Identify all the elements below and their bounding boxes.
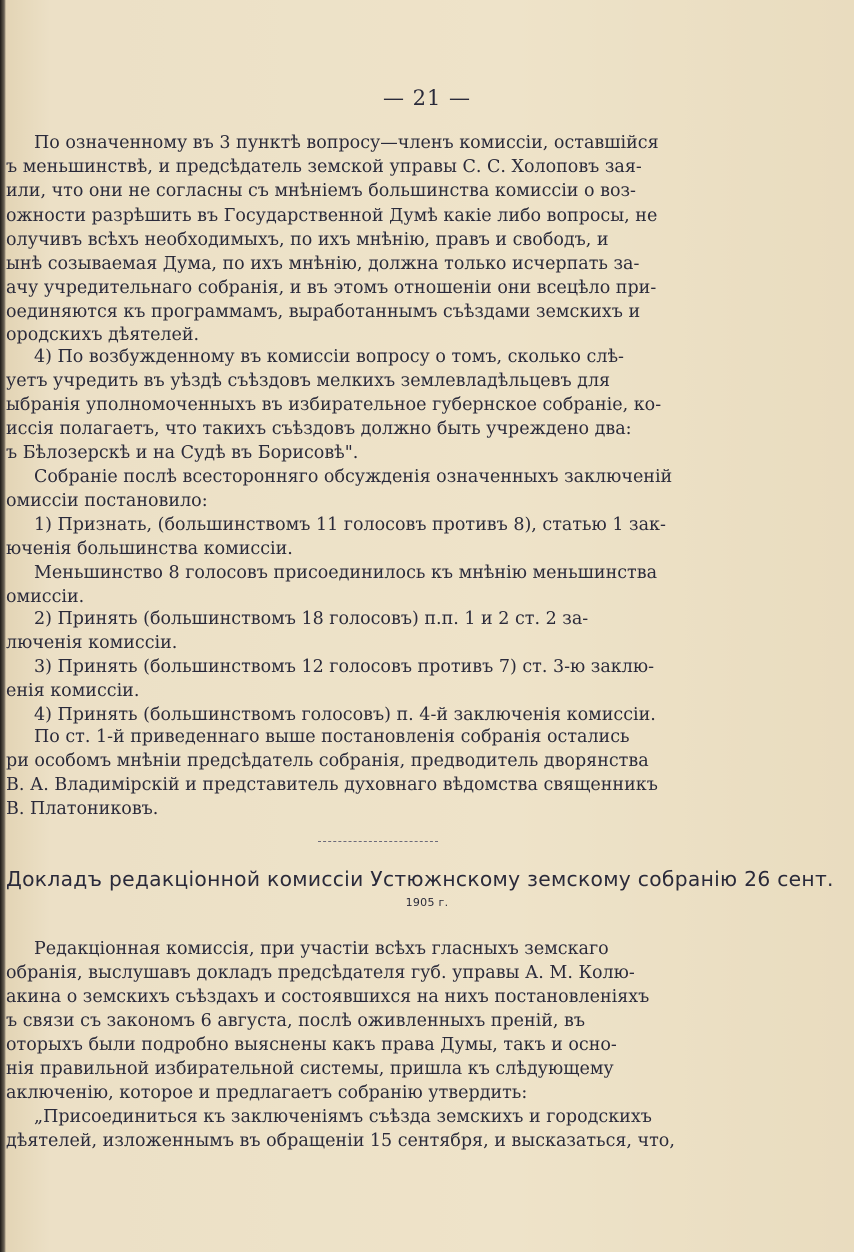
text-line: ынѣ созываемая Дума, по ихъ мнѣнію, должна только исчерпать за-: [6, 254, 640, 274]
text-line: По ст. 1-й приведеннаго выше постановленія собранія остались: [34, 727, 630, 747]
text-line: В. Платониковъ.: [6, 799, 159, 819]
text-line: Редакціонная комиссія, при участіи всѣхъ гласныхъ земскаго: [34, 939, 609, 959]
page-number: — 21 —: [382, 86, 472, 110]
text-line: ъ меньшинствѣ, и предсѣдатель земской управы С. С. Холоповъ зая-: [6, 157, 642, 177]
text-line: ожности разрѣшить въ Государственной Думѣ какіе либо вопросы, не: [6, 206, 658, 226]
text-line: иссія полагаетъ, что такихъ съѣздовъ должно быть учреждено два:: [6, 419, 632, 439]
text-line: 3) Принять (большинствомъ 12 голосовъ противъ 7) ст. 3-ю заклю-: [34, 657, 654, 677]
text-line: олучивъ всѣхъ необходимыхъ, по ихъ мнѣнію, правъ и свободъ, и: [6, 230, 609, 250]
text-line: омиссіи постановило:: [6, 491, 208, 511]
text-line: оединяются къ программамъ, выработаннымъ съѣздами земскихъ и: [6, 302, 641, 322]
text-line: обранія, выслушавъ докладъ предсѣдателя губ. управы А. М. Колю-: [6, 963, 635, 983]
text-line: 1) Признать, (большинствомъ 11 голосовъ противъ 8), статью 1 зак-: [34, 515, 666, 535]
text-line: В. А. Владимірскій и представитель духовнаго вѣдомства священникъ: [6, 775, 658, 795]
text-line: или, что они не согласны съ мнѣніемъ большинства комиссіи о воз-: [6, 181, 636, 201]
text-line: Меньшинство 8 голосовъ присоединилось къ мнѣнію меньшинства: [34, 563, 658, 583]
text-line: юченія большинства комиссіи.: [6, 539, 293, 559]
text-line: „Присоединиться къ заключеніямъ съѣзда земскихъ и городскихъ: [34, 1107, 652, 1127]
text-line: Собраніе послѣ всесторонняго обсужденія означенныхъ заключеній: [34, 467, 673, 487]
text-line: По означенному въ 3 пунктѣ вопросу—членъ комиссіи, оставшійся: [34, 133, 659, 153]
text-line: ородскихъ дѣятелей.: [6, 325, 200, 345]
text-line: 4) Принять (большинствомъ голосовъ) п. 4-й заключенія комиссіи.: [34, 705, 656, 725]
text-line: 2) Принять (большинствомъ 18 голосовъ) п.п. 1 и 2 ст. 2 за-: [34, 609, 589, 629]
report-title-line: 1905 г.: [405, 896, 449, 909]
text-line: 4) По возбужденному въ комиссіи вопросу о томъ, сколько слѣ-: [34, 347, 624, 367]
text-line: ыбранія уполномоченныхъ въ избирательное губернское собраніе, ко-: [6, 395, 662, 415]
section-divider: [318, 841, 438, 846]
text-line: нія правильной избирательной системы, пришла къ слѣдующему: [6, 1059, 614, 1079]
text-line: ри особомъ мнѣніи предсѣдатель собранія, предводитель дворянства: [6, 751, 649, 771]
text-line: люченія комиссіи.: [6, 633, 178, 653]
report-title-line: Докладъ редакціонной комиссіи Устюжнскому земскому собранію 26 сент.: [6, 867, 834, 891]
text-line: оторыхъ были подробно выяснены какъ права Думы, такъ и осно-: [6, 1035, 617, 1055]
text-line: ачу учредительнаго собранія, и въ этомъ отношеніи они всецѣло при-: [6, 278, 657, 298]
text-line: ъ связи съ закономъ 6 августа, послѣ оживленныхъ преній, въ: [6, 1011, 586, 1031]
text-line: уетъ учредить въ уѣздѣ съѣздовъ мелкихъ землевладѣльцевъ для: [6, 371, 611, 391]
text-line: омиссіи.: [6, 587, 85, 607]
text-line: енія комиссіи.: [6, 681, 140, 701]
text-line: аключенію, которое и предлагаетъ собранію утвердить:: [6, 1083, 528, 1103]
text-line: ъ Бѣлозерскѣ и на Судѣ въ Борисовѣ".: [6, 443, 359, 463]
text-line: акина о земскихъ съѣздахъ и состоявшихся на нихъ постановленіяхъ: [6, 987, 650, 1007]
text-line: дѣятелей, изложеннымъ въ обращеніи 15 сентября, и высказаться, что,: [6, 1131, 675, 1151]
